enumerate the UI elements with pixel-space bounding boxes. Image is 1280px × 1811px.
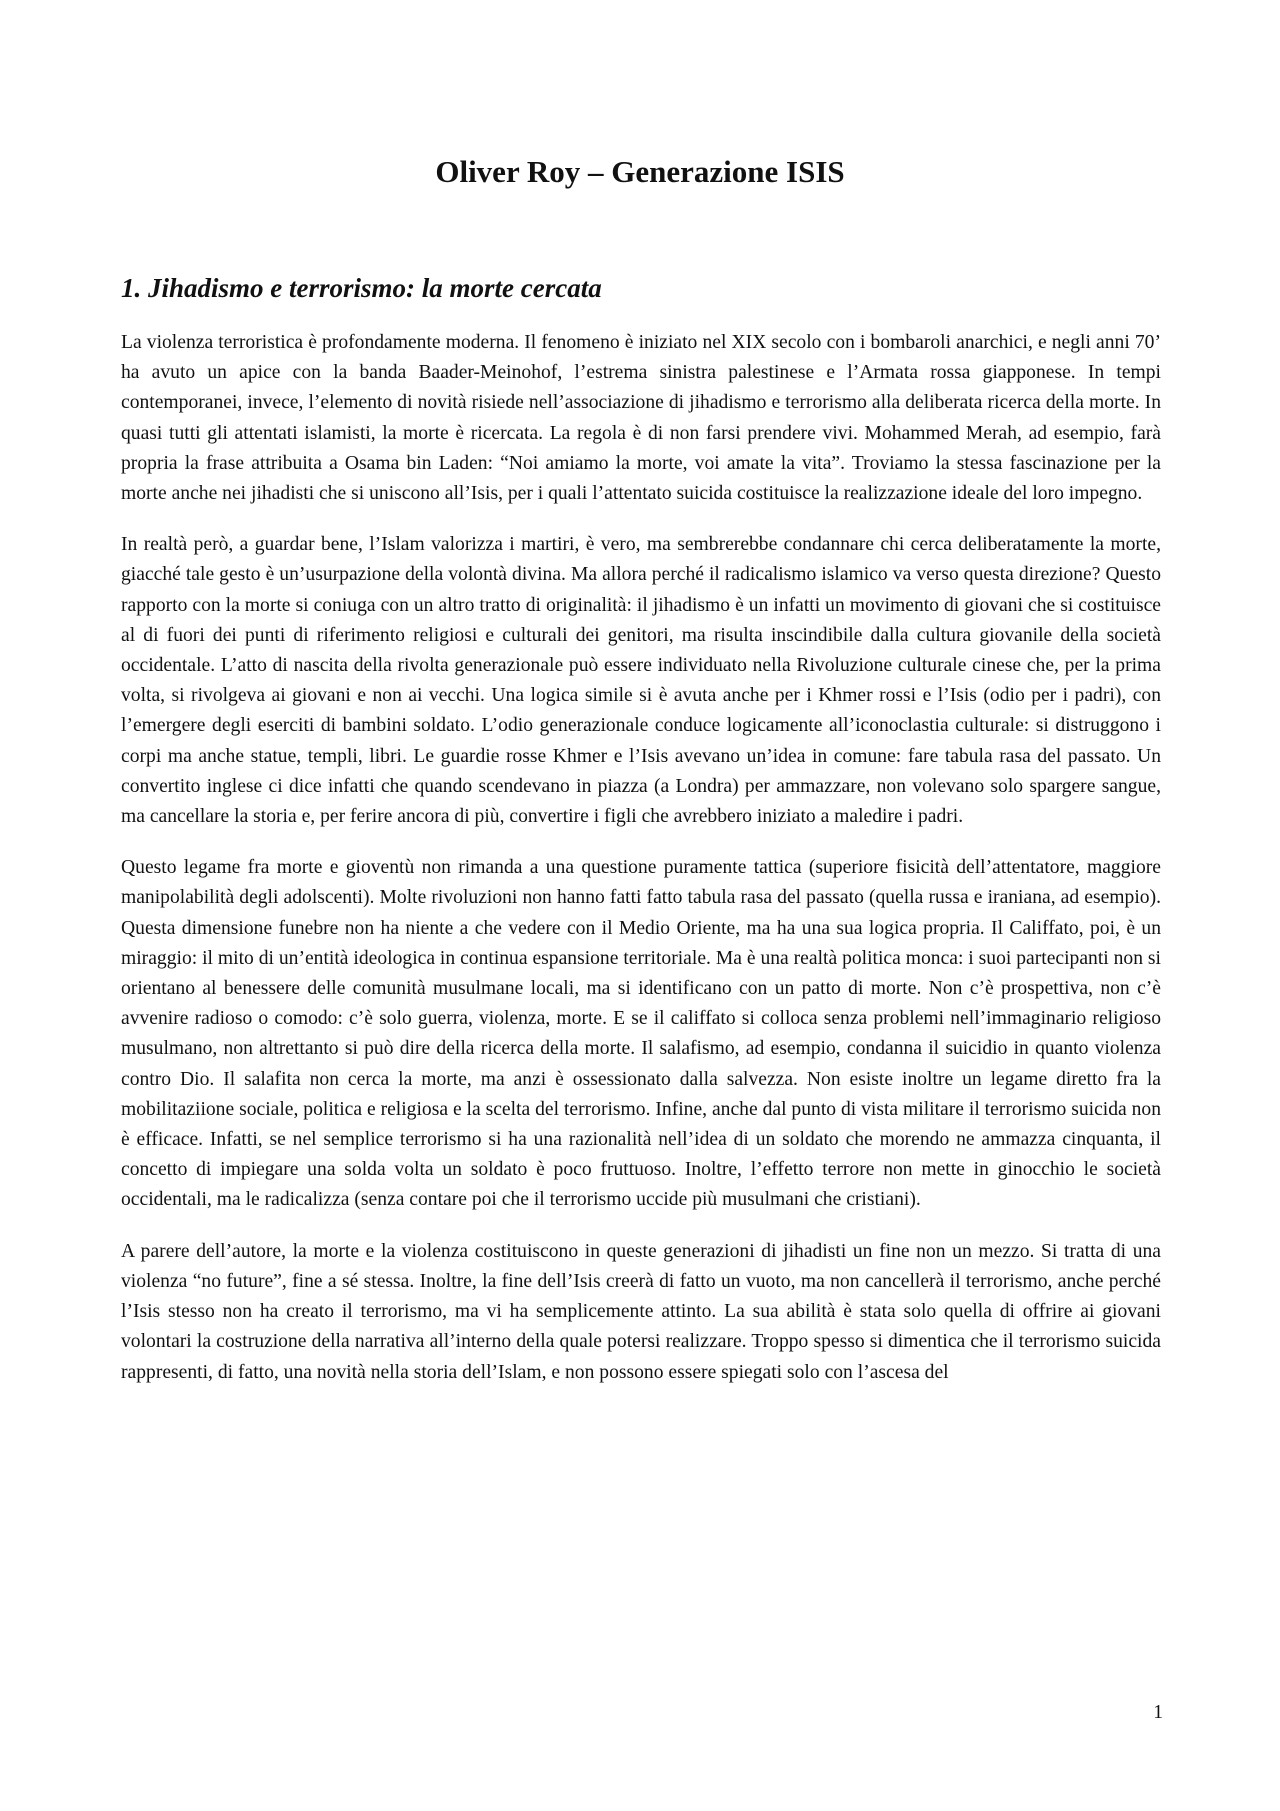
section-heading: 1. Jihadismo e terrorismo: la morte cercata	[121, 273, 602, 303]
document-title: Oliver Roy – Generazione ISIS	[435, 154, 845, 189]
paragraph-3: Questo legame fra morte e gioventù non rimanda a una questione puramente tattica (superiore fisicità dell’attentatore, maggiore manipolabilità degli adolscenti). Molte rivoluzioni non hanno fatti fatto tabula rasa del passato (quella russa e iraniana, ad esempio). Questa dimensione funebre non ha niente a che vedere con il Medio Oriente, ma ha una sua logica propria. Il Califfato, poi, è un miraggio: il mito di un’entità ideologica in continua espansione territoriale. Ma è una realtà politica monca: i suoi partecipanti non si orientano al benessere delle comunità musulmane locali, ma si identificano con un patto di morte. Non c’è prospettiva, non c’è avvenire radioso o comodo: c’è solo guerra, violenza, morte. E se il califfato si colloca senza problemi nell’immaginario religioso musulmano, non altrettanto si può dire della ricerca della morte. Il salafismo, ad esempio, condanna il suicidio in quanto violenza contro Dio. Il salafita non cerca la morte, ma anzi è ossessionato dalla salvezza. Non esiste inoltre un legame diretto fra la mobilitaziione sociale, politica e religiosa e la scelta del terrorismo. Infine, anche dal punto di vista militare il terrorismo suicida non è efficace. Infatti, se nel semplice terrorismo si ha una razionalità nell’idea di un soldato che morendo ne ammazza cinquanta, il concetto di impiegare una solda volta un soldato è poco fruttuoso. Inoltre, l’effetto terrore non mette in ginocchio le società occidentali, ma le radicalizza (senza contare poi che il terrorismo uccide più musulmani che cristiani).	[121, 857, 1161, 1211]
paragraph-1: La violenza terroristica è profondamente moderna. Il fenomeno è iniziato nel XIX secolo con i bombaroli anarchici, e negli anni 70’ ha avuto un apice con la banda Baader-Meinohof, l’estrema sinistra palestinese e l’Armata rossa giapponese. In tempi contemporanei, invece, l’elemento di novità risiede nell’associazione di jihadismo e terrorismo alla deliberata ricerca della morte. In quasi tutti gli attentati islamisti, la morte è ricercata. La regola è di non farsi prendere vivi. Mohammed Merah, ad esempio, farà propria la frase attribuita a Osama bin Laden: “Noi amiamo la morte, voi amate la vita”. Troviamo la stessa fascinazione per la morte anche nei jihadisti che si uniscono all’Isis, per i quali l’attentato suicida costituisce la realizzazione ideale del loro impegno.	[121, 332, 1161, 505]
page-number: 1	[1153, 1702, 1163, 1723]
paragraph-4: A parere dell’autore, la morte e la violenza costituiscono in queste generazioni di jihadisti un fine non un mezzo. Si tratta di una violenza “no future”, fine a sé stessa. Inoltre, la fine dell’Isis creerà di fatto un vuoto, ma non cancellerà il terrorismo, anche perché l’Isis stesso non ha creato il terrorismo, ma vi ha semplicemente attinto. La sua abilità è stata solo quella di offrire ai giovani volontari la costruzione della narrativa all’interno della quale potersi realizzare. Troppo spesso si dimentica che il terrorismo suicida rappresenti, di fatto, una novità nella storia dell’Islam, e non possono essere spiegati solo con l’ascesa del	[121, 1240, 1161, 1383]
document-body	[121, 328, 1161, 1409]
paragraph-2: In realtà però, a guardar bene, l’Islam valorizza i martiri, è vero, ma sembrerebbe condannare chi cerca deliberatamente la morte, giacché tale gesto è un’usurpazione della volontà divina. Ma allora perché il radicalismo islamico va verso questa direzione? Questo rapporto con la morte si coniuga con un altro tratto di originalità: il jihadismo è un infatti un movimento di giovani che si costituisce al di fuori dei punti di riferimento religiosi e culturali dei genitori, ma risulta inscindibile dalla cultura giovanile della società occidentale. L’atto di nascita della rivolta generazionale può essere individuato nella Rivoluzione culturale cinese che, per la prima volta, si rivolgeva ai giovani e non ai vecchi. Una logica simile si è avuta anche per i Khmer rossi e l’Isis (odio per i padri), con l’emergere degli eserciti di bambini soldato. L’odio generazionale conduce logicamente all’iconoclastia culturale: si distruggono i corpi ma anche statue, templi, libri. Le guardie rosse Khmer e l’Isis avevano un’idea in comune: fare tabula rasa del passato. Un convertito inglese ci dice infatti che quando scendevano in piazza (a Londra) per ammazzare, non volevano solo spargere sangue, ma cancellare la storia e, per ferire ancora di più, convertire i figli che avrebbero iniziato a maledire i padri.	[121, 534, 1161, 828]
